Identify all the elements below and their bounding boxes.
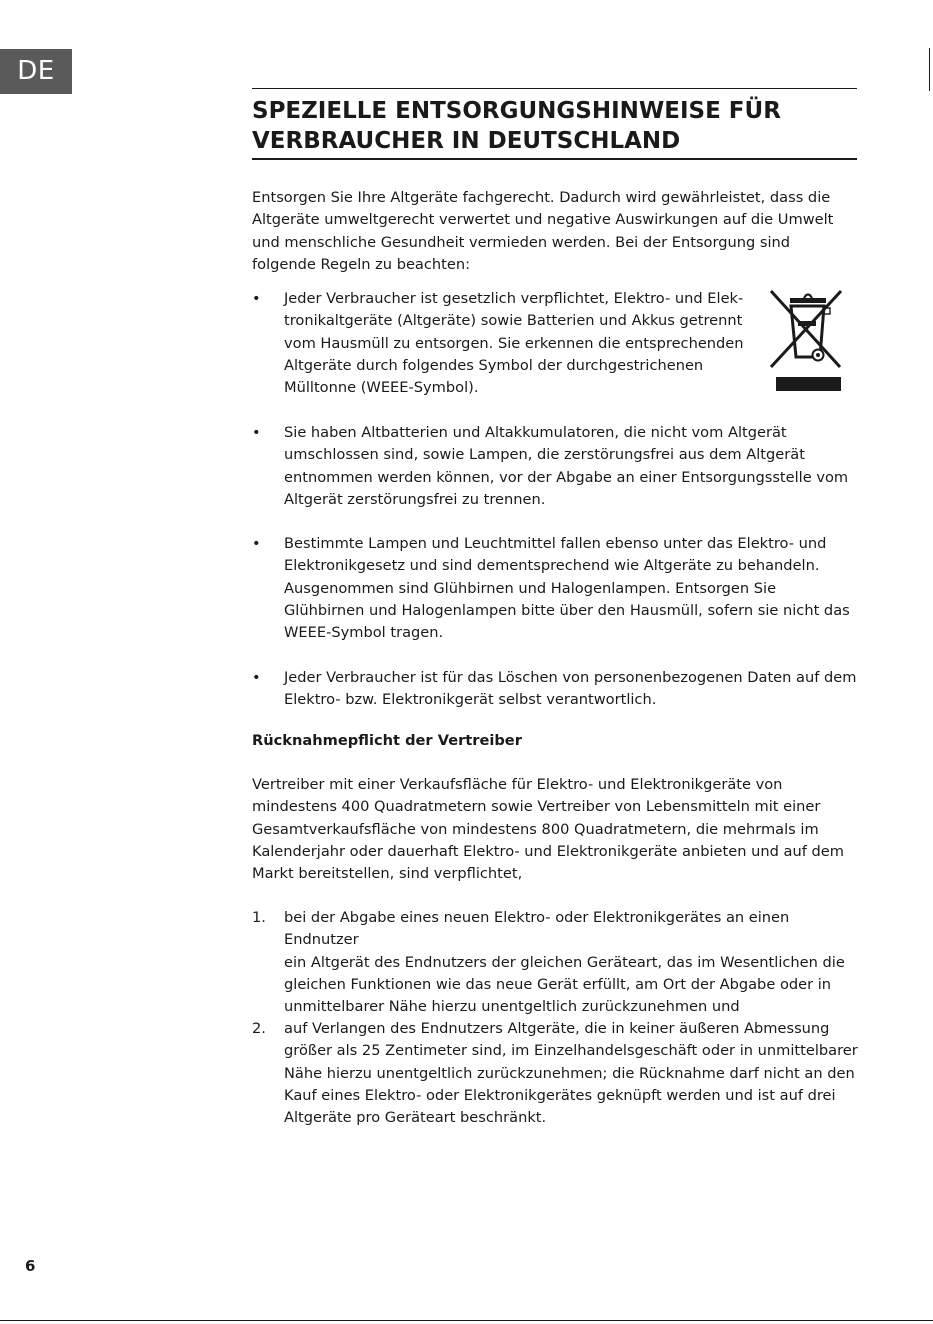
bullet-marker: •: [252, 535, 261, 552]
title-bottom-rule: [252, 158, 857, 160]
number-marker: 2.: [252, 1020, 266, 1037]
text-line: auf Verlangen des Endnutzers Altgeräte, die in keiner äußeren Abmessung: [284, 1020, 830, 1037]
text-line: folgende Regeln zu beachten:: [252, 255, 471, 273]
section-intro-paragraph: [252, 774, 862, 885]
title-line: VERBRAUCHER IN DEUTSCHLAND: [252, 128, 681, 154]
text-line: Vertreiber mit einer Verkaufsfläche für Elektro- und Elektronikgeräte von: [252, 776, 783, 793]
text-line: umschlossen sind, sowie Lampen, die zerstörungsfrei aus dem Altgerät: [284, 446, 805, 464]
text-line: Gesamtverkaufsfläche von mindestens 800 Quadratmetern, die mehrmals im: [252, 820, 819, 838]
bullet-text: [284, 667, 862, 712]
numbered-text: [284, 1018, 862, 1129]
page-bottom-rule: [0, 1320, 933, 1321]
page-title: [252, 96, 857, 156]
title-top-rule: [252, 88, 857, 89]
text-line: unmittelbarer Nähe hierzu unentgeltlich zurückzunehmen und: [284, 998, 740, 1016]
text-line: Nähe hierzu unentgeltlich zurückzunehmen; die Rücknahme darf nicht an den: [284, 1064, 855, 1082]
text-line: Sie haben Altbatterien und Altakkumulatoren, die nicht vom Altgerät: [284, 424, 787, 441]
text-line: Altgeräte umweltgerecht verwertet und negative Auswirkungen auf die Umwelt: [252, 211, 834, 229]
text-line: Ausgenommen sind Glühbirnen und Halogenlampen. Entsorgen Sie: [284, 579, 777, 597]
text-line: bei der Abgabe eines neuen Elektro- oder Elektronikgerätes an einen Endnutzer: [284, 909, 790, 949]
language-tab: DE: [0, 49, 72, 94]
section-heading: Rücknahmepflicht der Vertreiber: [252, 732, 522, 749]
bullet-text: [284, 422, 862, 511]
page-number: 6: [25, 1257, 36, 1275]
text-line: WEEE-Symbol tragen.: [284, 624, 444, 642]
bullet-marker: •: [252, 290, 261, 307]
text-line: Jeder Verbraucher ist gesetzlich verpflichtet, Elektro- und Elek-: [284, 290, 744, 307]
text-line: entnommen werden können, vor der Abgabe an einer Entsorgungsstelle vom: [284, 468, 849, 486]
text-line: Mülltonne (WEEE-Symbol).: [284, 379, 479, 397]
bullet-marker: •: [252, 424, 261, 441]
text-line: Entsorgen Sie Ihre Altgeräte fachgerecht. Dadurch wird gewährleistet, dass die: [252, 189, 831, 206]
text-line: Markt bereitstellen, sind verpflichtet,: [252, 865, 523, 883]
text-line: Kauf eines Elektro- oder Elektronikgerätes geknüpft werden und ist auf drei: [284, 1086, 836, 1104]
bullet-text: [284, 533, 862, 644]
margin-marker-line: [929, 48, 930, 91]
crossed-out-wheeled-bin-icon: [766, 289, 846, 393]
title-line: SPEZIELLE ENTSORGUNGSHINWEISE FÜR: [252, 98, 781, 124]
number-marker: 1.: [252, 909, 266, 926]
text-line: Elektronikgesetz und sind dementsprechend wie Altgeräte zu behandeln.: [284, 557, 820, 575]
text-line: Altgerät zerstörungsfrei zu trennen.: [284, 490, 546, 508]
intro-paragraph: [252, 187, 862, 276]
text-line: Altgeräte pro Geräteart beschränkt.: [284, 1109, 547, 1127]
text-line: größer als 25 Zentimeter sind, im Einzelhandelsgeschäft oder in unmittelbarer: [284, 1042, 858, 1060]
text-line: Kalenderjahr oder dauerhaft Elektro- und Elektronikgeräte anbieten und auf dem: [252, 842, 844, 860]
text-line: tronikaltgeräte (Altgeräte) sowie Batterien und Akkus getrennt: [284, 312, 743, 330]
text-line: Elektro- bzw. Elektronikgerät selbst verantwortlich.: [284, 691, 657, 709]
text-line: und menschliche Gesundheit vermieden werden. Bei der Entsorgung sind: [252, 233, 791, 251]
text-line: Jeder Verbraucher ist für das Löschen von personenbezogenen Daten auf dem: [284, 669, 857, 686]
bullet-marker: •: [252, 669, 261, 686]
numbered-text: [284, 907, 862, 1018]
text-line: gleichen Funktionen wie das neue Gerät erfüllt, am Ort der Abgabe oder in: [284, 975, 832, 993]
text-line: Glühbirnen und Halogenlampen bitte über den Hausmüll, sofern sie nicht das: [284, 601, 850, 619]
text-line: ein Altgerät des Endnutzers der gleichen Geräteart, das im Wesentlichen die: [284, 953, 845, 971]
text-line: Bestimmte Lampen und Leuchtmittel fallen ebenso unter das Elektro- und: [284, 535, 827, 552]
text-line: Altgeräte durch folgendes Symbol der durchgestrichenen: [284, 356, 704, 374]
text-line: vom Hausmüll zu entsorgen. Sie erkennen die entsprechenden: [284, 334, 744, 352]
text-line: mindestens 400 Quadratmetern sowie Vertreiber von Lebensmitteln mit einer: [252, 798, 821, 816]
